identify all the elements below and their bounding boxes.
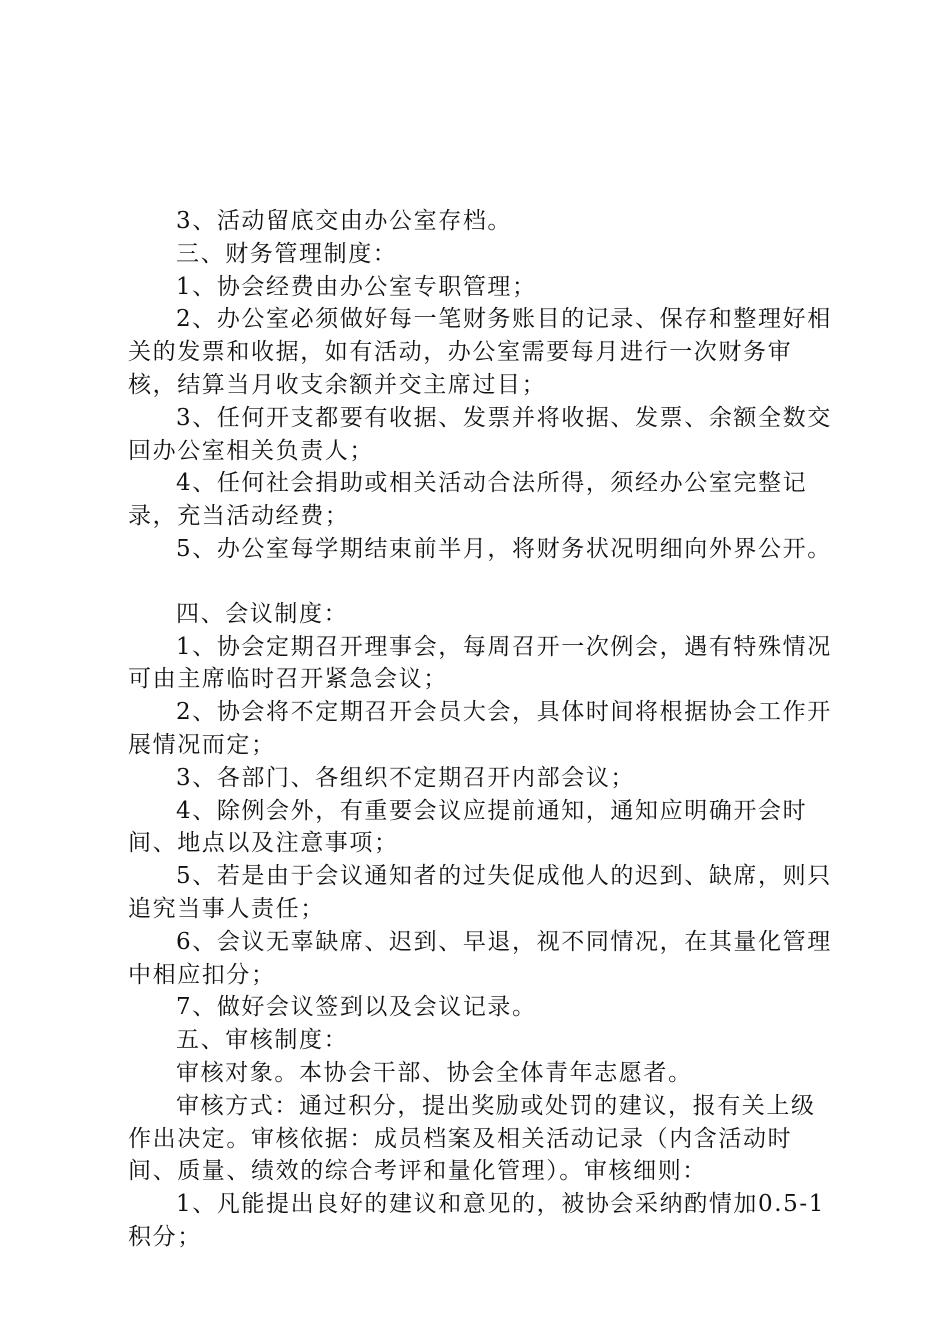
paragraph-meeting-3: 3、各部门、各组织不定期召开内部会议； xyxy=(176,764,636,791)
paragraph-review-method: 审核方式：通过积分，提出奖励或处罚的建议，报有关上级作出决定。审核依据：成员档案及相关活动记录（内含活动时间、质量、绩效的综合考评和量化管理）。审核细则： xyxy=(128,1092,816,1185)
paragraph-finance-4: 4、任何社会捐助或相关活动合法所得，须经办公室完整记录，充当活动经费； xyxy=(128,470,808,530)
paragraph-finance-3: 3、任何开支都要有收据、发票并将收据、发票、余额全数交回办公室相关负责人； xyxy=(128,404,832,464)
paragraph-review-target: 审核对象。本协会干部、协会全体青年志愿者。 xyxy=(176,1059,693,1086)
paragraph-meeting-2: 2、协会将不定期召开会员大会，具体时间将根据协会工作开展情况而定； xyxy=(128,699,832,758)
paragraph-finance-5: 5、办公室每学期结束前半月，将财务状况明细向外界公开。 xyxy=(176,535,832,562)
section-heading-review: 五、审核制度： xyxy=(176,1027,349,1054)
paragraph-archive: 3、活动留底交由办公室存档。 xyxy=(176,208,513,234)
paragraph-finance-2: 2、办公室必须做好每一笔财务账目的记录、保存和整理好相关的发票和收据，如有活动，办公室需要每月进行一次财务审核，结算当月收支余额并交主席过目； xyxy=(128,306,832,398)
paragraph-review-rule-1: 1、凡能提出良好的建议和意见的，被协会采纳酌情加0.5-1积分； xyxy=(128,1191,826,1250)
paragraph-meeting-7: 7、做好会议签到以及会议记录。 xyxy=(176,994,537,1021)
paragraph-finance-1: 1、协会经费由办公室专职管理； xyxy=(176,273,537,300)
paragraph-meeting-6: 6、会议无辜缺席、迟到、早退，视不同情况，在其量化管理中相应扣分； xyxy=(128,928,832,988)
document-body xyxy=(128,205,840,1254)
section-heading-finance: 三、财务管理制度： xyxy=(176,240,398,267)
paragraph-meeting-5: 5、若是由于会议通知者的过失促成他人的迟到、缺席，则只追究当事人责任； xyxy=(128,863,832,922)
section-heading-meeting: 四、会议制度： xyxy=(176,600,349,627)
paragraph-meeting-1: 1、协会定期召开理事会，每周召开一次例会，遇有特殊情况可由主席临时召开紧急会议； xyxy=(128,633,832,693)
paragraph-meeting-4: 4、除例会外，有重要会议应提前通知，通知应明确开会时间、地点以及注意事项； xyxy=(128,797,808,857)
